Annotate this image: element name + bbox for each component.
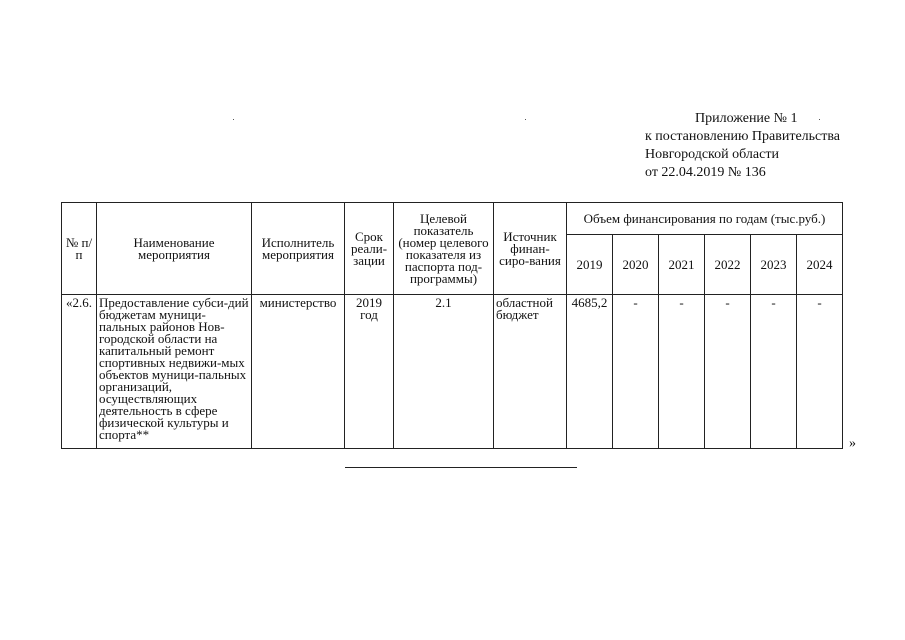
row-value: 4685,2 <box>567 295 613 449</box>
header-funding: Объем финансирования по годам (тыс.руб.) <box>567 203 843 235</box>
header-year: 2020 <box>613 235 659 295</box>
row-value: - <box>797 295 843 449</box>
header-name: Наименование мероприятия <box>97 203 252 295</box>
appendix-ref: к постановлению Правительства <box>645 129 841 144</box>
row-value: - <box>659 295 705 449</box>
row-name: Предоставление субси-дий бюджетам муници-пальных районов Нов-городской области на капитальный ремонт спортивных недвижи-мых объектов муници-пальных организаций, осуществляющих деятельность в сфере физической культуры и спорта** <box>97 295 252 449</box>
row-value: - <box>705 295 751 449</box>
appendix-date: от 22.04.2019 № 136 <box>645 165 766 180</box>
row-source: областной бюджет <box>494 295 567 449</box>
header-year: 2022 <box>705 235 751 295</box>
header-executor: Исполнитель мероприятия <box>252 203 345 295</box>
funding-table <box>61 202 843 449</box>
scan-speck <box>525 119 526 120</box>
header-term: Срок реали-зации <box>345 203 394 295</box>
row-term: 2019 год <box>345 295 394 449</box>
closing-quote: » <box>849 436 856 451</box>
header-year: 2024 <box>797 235 843 295</box>
header-num: № п/п <box>62 203 97 295</box>
row-target: 2.1 <box>394 295 494 449</box>
scan-speck <box>233 119 234 120</box>
row-value: - <box>751 295 797 449</box>
header-year: 2023 <box>751 235 797 295</box>
row-value: - <box>613 295 659 449</box>
header-year: 2019 <box>567 235 613 295</box>
header-target: Целевой показатель (номер целевого показателя из паспорта под-программы) <box>394 203 494 295</box>
appendix-title: Приложение № 1 <box>695 111 798 126</box>
divider-rule <box>345 467 577 468</box>
row-executor: министерство <box>252 295 345 449</box>
header-year: 2021 <box>659 235 705 295</box>
appendix-region: Новгородской области <box>645 147 779 162</box>
header-source: Источник финан-сиро-вания <box>494 203 567 295</box>
appendix-header <box>645 110 840 182</box>
row-num: «2.6. <box>62 295 97 449</box>
